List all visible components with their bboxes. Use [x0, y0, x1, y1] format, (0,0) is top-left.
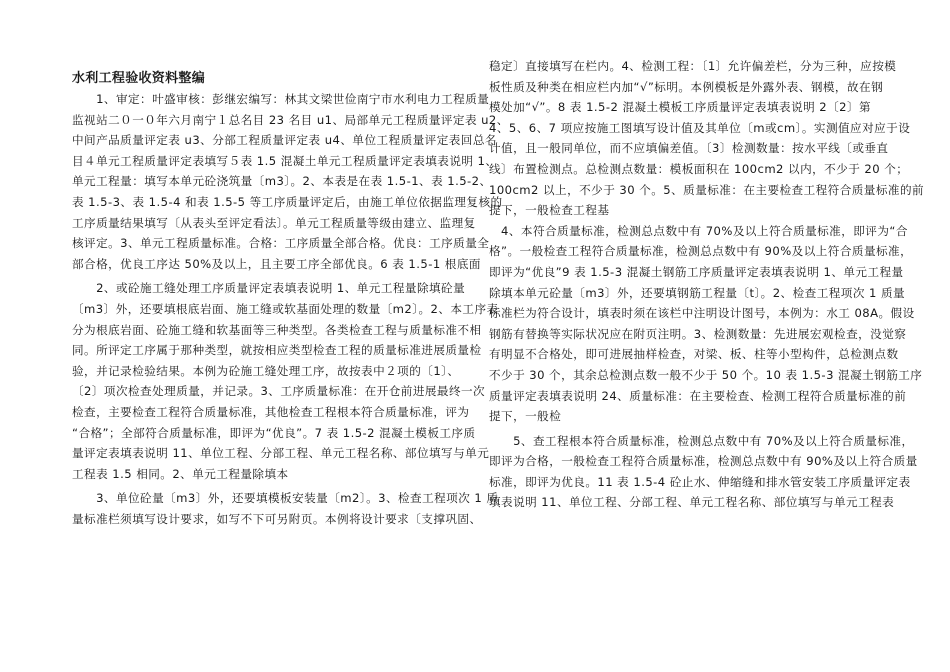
text-line: 有明显不合格处，即可进展抽样检查，对梁、板、柱等小型构件，总检测点数: [489, 347, 899, 362]
text-line: 即评为合格，一般检查工程符合质量标准，检测总点数中有 90%及以上符合质量: [489, 454, 918, 469]
text-line: 不少于 30 个，其余总检测点数一般不少于 50 个。10 表 1.5-3 混凝土钢筋工序: [489, 367, 923, 382]
text-line: 稳定〕直接填写在栏内。4、检测工程：〔1〕允许偏差栏，分为三种，应按模: [489, 59, 897, 73]
text-line: 分为根底岩面、砼施工缝和软基面等三种类型。各类检查工程与质量标准不相: [72, 322, 482, 337]
text-line: “合格”；全部符合质量标准，即评为“优良”。7 表 1.5-2 混凝土模板工序质: [72, 425, 476, 440]
text-line: 中间产品质量评定表 u3、分部工程质量评定表 u4、单位工程质量评定表回总名: [72, 133, 497, 148]
text-line: 4、本符合质量标准，检测总点数中有 70%及以上符合质量标准，即评为“合: [489, 223, 908, 238]
text-line: 同。所评定工序属于那种类型，就按相应类型检查工程的质量标准进展质量检: [72, 343, 482, 358]
text-line: 板性质及种类在相应栏内加“√”标明。本例模板是外露外表、钢模，故在钢: [489, 79, 884, 94]
text-line: 质量评定表填表说明 24、质量标准：在主要检查、检测工程符合质量标准的前: [489, 388, 907, 403]
right-column: [489, 56, 925, 513]
text-line: 检查，主要检查工程符合质量标准，其他检查工程根本符合质量标准，评为: [72, 404, 470, 419]
document-title: 水利工程验收资料整编: [72, 71, 206, 86]
text-line: 1、审定：叶盛审核：彭继宏编写：林其文梁世俭南宁市水利电力工程质量: [72, 92, 490, 106]
text-line: 线〕布置检测点。总检测点数量：模板面积在 100cm2 以内，不少于 20 个；: [489, 161, 909, 176]
text-line: 2、或砼施工缝处理工序质量评定表填表说明 1、单元工程量除填砼量: [72, 281, 466, 296]
text-line: 填表说明 11、单位工程、分部工程、单元工程名称、部位填写与单元工程表: [489, 495, 895, 510]
text-line: 5、查工程根本符合质量标准，检测总点数中有 70%及以上符合质量标准，: [489, 433, 914, 448]
text-line: 100cm2 以上，不少于 30 个。5、质量标准：在主要检查工程符合质量标准的前: [489, 182, 925, 197]
text-line: 工程表 1.5 相同。2、单元工程量除填本: [72, 466, 289, 481]
text-line: 监视站二０一０年六月南宁１总名目 23 名目 u1、局部单元工程质量评定表 u2、: [72, 112, 509, 127]
text-line: 计值，且一般同单位，而不应填偏差值。〔3〕检测数量：按水平线〔或垂直: [489, 141, 889, 156]
text-line: 量标准栏须填写设计要求，如写不下可另附页。本例将设计要求〔支撑巩固、: [72, 511, 482, 526]
text-line: 量评定表填表说明 11、单位工程、分部工程、单元工程名称、部位填写与单元: [72, 446, 490, 461]
text-line: 工序质量结果填写〔从表头至评定看法〕。单元工程质量等级由建立、监理复: [72, 215, 476, 230]
left-column: [72, 56, 509, 529]
text-line: 目４单元工程质量评定表填写５表 1.5 混凝土单元工程质量评定表填表说明 1、: [72, 153, 498, 168]
text-line: 部合格，优良工序达 50%及以上，且主要工序全部优良。6 表 1.5-1 根底面: [72, 256, 481, 271]
text-line: 单元工程量：填写本单元砼浇筑量〔m3〕。2、本表是在表 1.5-1、表 1.5-2、: [72, 174, 492, 189]
text-line: 核评定。3、单元工程质量标准。合格：工序质量全部合格。优良：工序质量全: [72, 236, 490, 251]
text-line: 提下，一般检: [489, 409, 562, 424]
text-line: 格”。一般检查工程符合质量标准，检测总点数中有 90%及以上符合质量标准，: [489, 244, 913, 259]
text-line: 钢筋有替换等实际状况应在附页注明。3、检测数量：先进展宏观检查，没觉察: [489, 326, 907, 341]
text-line: 验，并记录检验结果。本例为砼施工缝处理工序，故按表中２项的〔1〕、: [72, 363, 460, 378]
text-line: 即评为“优良”9 表 1.5-3 混凝土钢筋工序质量评定表填表说明 1、单元工程量: [489, 264, 904, 279]
text-line: 4、5、6、7 项应按施工图填写设计值及其单位〔m或cm〕。实测值应对应于设: [489, 120, 911, 135]
text-line: 除填本单元砼量〔m3〕外，还要填钢筋工程量〔t〕。2、检查工程项次 1 质量: [489, 285, 906, 300]
text-line: 标准，即评为优良。11 表 1.5-4 砼止水、伸缩缝和排水管安装工序质量评定表: [489, 474, 911, 489]
text-line: 3、单位砼量〔m3〕外，还要填模板安装量〔m2〕。3、检查工程项次 1 质: [72, 491, 499, 506]
text-line: 表 1.5-3、表 1.5-4 和表 1.5-5 等工序质量评定后，由施工单位依据监理复核的: [72, 194, 503, 209]
text-line: 标准栏为符合设计，填表时须在该栏中注明设计图号，本例为：水工 08A。假设: [489, 306, 915, 321]
text-line: 模处加“√”。8 表 1.5-2 混凝土模板工序质量评定表填表说明 2〔2〕第: [489, 100, 872, 115]
text-line: 〔2〕项次检查处理质量，并记录。3、工序质量标准：在开仓前进展最终一次: [72, 384, 486, 399]
text-line: 提下，一般检查工程基: [489, 203, 610, 218]
text-line: 〔m3〕外，还要填根底岩面、施工缝或软基面处理的数量〔m2〕。2、本工序表: [72, 301, 499, 316]
